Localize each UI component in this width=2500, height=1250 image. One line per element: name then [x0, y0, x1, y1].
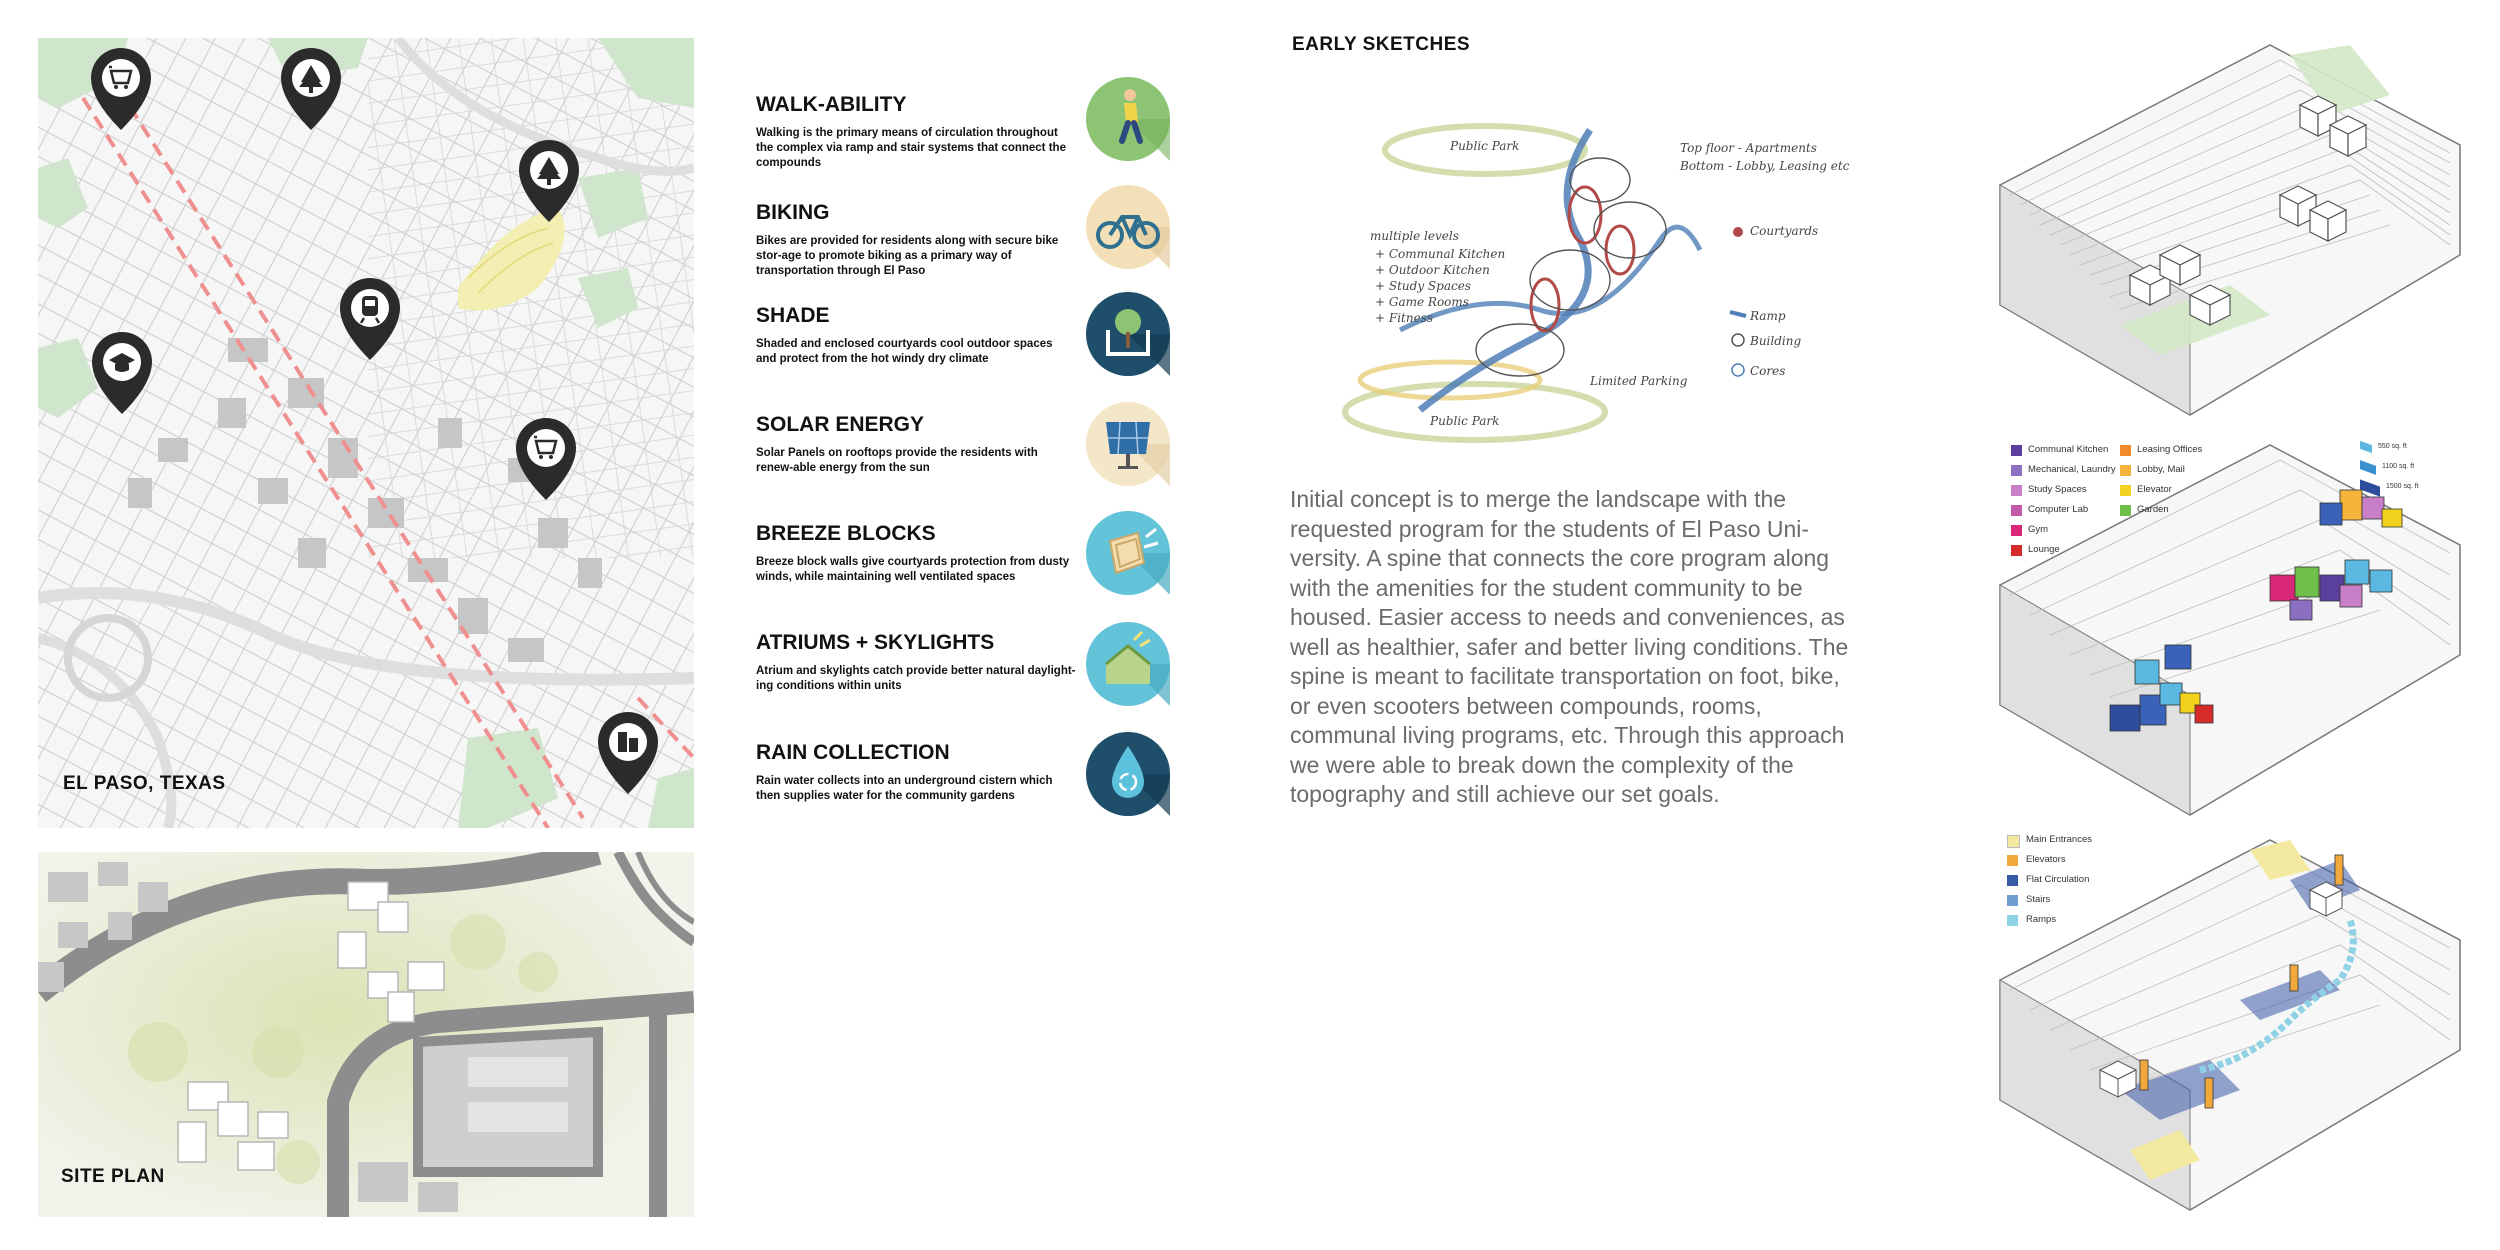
legend-label: Ramps [2026, 914, 2057, 925]
el-paso-map [38, 38, 694, 828]
unit-label: 1500 sq. ft [2386, 483, 2419, 490]
sketch-note: + Communal Kitchen [1375, 247, 1506, 261]
legend-swatch [2007, 875, 2018, 886]
legend-swatch [2120, 465, 2131, 476]
legend-label: Main Entrances [2026, 834, 2093, 845]
feature-title: ATRIUMS + SKYLIGHTS [756, 631, 995, 654]
legend-swatch [2120, 505, 2131, 516]
legend-label: Garden [2137, 504, 2169, 515]
legend-label: Computer Lab [2028, 504, 2089, 515]
site-plan-graphic [38, 852, 694, 1217]
legend-label: Lobby, Mail [2137, 464, 2185, 475]
feature-desc: Walking is the primary means of circulation throughout the complex via ramp and stair systems that connect the compounds [756, 127, 1066, 169]
site-plan [38, 852, 694, 1217]
feature-desc: Shaded and enclosed courtyards cool outdoor spaces and protect from the hot windy dry climate [756, 338, 1053, 365]
legend-label: Gym [2028, 524, 2049, 535]
legend-label: Study Spaces [2028, 484, 2087, 495]
bicycle-icon [1086, 185, 1170, 269]
legend-label: Flat Circulation [2026, 874, 2090, 885]
legend-swatch [2120, 445, 2131, 456]
sketch-note: Top floor - Apartments [1680, 141, 1817, 155]
feature-title: SOLAR ENERGY [756, 413, 925, 436]
sketches-title: EARLY SKETCHES [1292, 34, 1471, 55]
sketch-note: Limited Parking [1590, 374, 1688, 388]
legend-swatch [2011, 545, 2022, 556]
feature-desc: Atrium and skylights catch provide better natural daylight-ing conditions within units [756, 665, 1076, 692]
legend-swatch [2007, 835, 2020, 848]
legend-swatch [2007, 895, 2018, 906]
axon-massing-diagram [1990, 35, 2470, 435]
legend-label: Lounge [2028, 544, 2060, 555]
legend-swatch [2011, 445, 2022, 456]
sketch-note: Public Park [1430, 414, 1500, 428]
tree-courtyard-icon [1086, 292, 1170, 376]
sketch-note: Public Park [1450, 139, 1520, 153]
legend-swatch [2120, 485, 2131, 496]
sketch-note: + Game Rooms [1375, 295, 1469, 309]
walking-person-icon [1086, 77, 1170, 161]
early-sketch [1300, 80, 1860, 460]
feature-desc: Bikes are provided for residents along with secure bike stor-age to promote biking as a primary way of transportation through El Paso [756, 235, 1059, 277]
legend-label: Mechanical, Laundry [2028, 464, 2116, 475]
skylight-house-icon [1086, 622, 1170, 706]
feature-desc: Rain water collects into an underground cistern which then supplies water for the community gardens [756, 775, 1053, 802]
map-title: EL PASO, TEXAS [63, 773, 226, 794]
feature-title: WALK-ABILITY [756, 93, 907, 116]
legend-label: Elevator [2137, 484, 2172, 495]
sketch-note: + Outdoor Kitchen [1375, 263, 1490, 277]
sketch-note: Bottom - Lobby, Leasing etc [1680, 159, 1850, 173]
breeze-block-icon [1086, 511, 1170, 595]
legend-label: Communal Kitchen [2028, 444, 2109, 455]
legend-swatch [2011, 465, 2022, 476]
concept-paragraph: Initial concept is to merge the landscape with the requested program for the students of El Paso Uni-versity. A spine that connects the core program along with the amenities for the student community to be housed. Easier access to needs and conveniences, as well as healthier, safer and better living conditions. The spine is meant to facilitate transportation on foot, bike, or even scooters between compounds, rooms, communal living programs, etc. Through this approach we were able to break down the complexity of the topography and still achieve our set goals. [1290, 486, 1849, 807]
sketch-graphic [1300, 80, 1860, 460]
feature-title: BIKING [756, 201, 830, 224]
legend-swatch [2011, 525, 2022, 536]
sketch-note: Building [1750, 334, 1802, 348]
legend-label: Elevators [2026, 854, 2066, 865]
unit-label: 550 sq. ft [2378, 443, 2407, 450]
axon-circulation-diagram [1990, 830, 2470, 1225]
sketch-note: Ramp [1750, 309, 1786, 323]
feature-title: RAIN COLLECTION [756, 741, 950, 764]
legend-label: Leasing Offices [2137, 444, 2203, 455]
feature-desc: Solar Panels on rooftops provide the residents with renew-able energy from the sun [756, 447, 1038, 474]
sketch-note: + Study Spaces [1375, 279, 1471, 293]
legend-swatch [2011, 485, 2022, 496]
axon-circulation-graphic [1990, 830, 2470, 1225]
feature-title: SHADE [756, 304, 830, 327]
axon-program-diagram [1990, 435, 2470, 830]
solar-panel-icon [1086, 402, 1170, 486]
sketch-note: Courtyards [1750, 224, 1819, 238]
legend-label: Stairs [2026, 894, 2051, 905]
sketch-note: multiple levels [1370, 229, 1459, 243]
map-graphic [38, 38, 694, 828]
axon-graphic [1990, 35, 2470, 435]
sketch-note: Cores [1750, 364, 1786, 378]
legend-swatch [2011, 505, 2022, 516]
feature-title: BREEZE BLOCKS [756, 522, 936, 545]
water-drop-recycle-icon [1086, 732, 1170, 816]
unit-label: 1100 sq. ft [2382, 463, 2415, 470]
legend-swatch [2007, 915, 2018, 926]
legend-swatch [2007, 855, 2018, 866]
site-plan-title: SITE PLAN [61, 1166, 165, 1187]
sketch-note: + Fitness [1375, 311, 1434, 325]
feature-desc: Breeze block walls give courtyards protection from dusty winds, while maintaining well ventilated spaces [756, 556, 1070, 583]
